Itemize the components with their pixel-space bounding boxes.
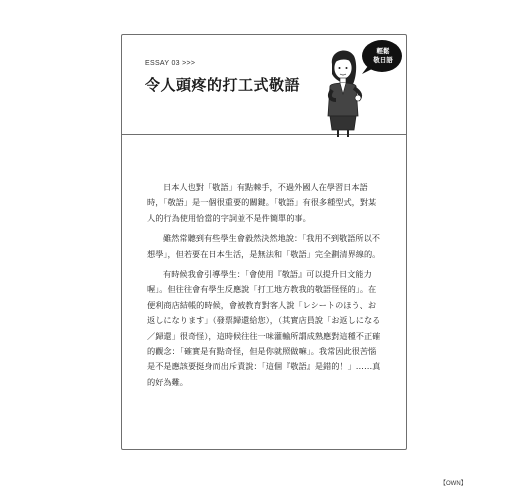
- speech-bubble-text: [367, 47, 399, 65]
- paragraph: 日本人也對「敬語」有點棘手，不過外國人在學習日本語時，「敬語」是一個很重要的關鍵。「敬語」有很多種型式，對某人的行為使用恰當的字詞並不是件簡單的事。: [147, 182, 377, 223]
- essay-body: [147, 180, 383, 395]
- bubble-line-1: 輕鬆: [376, 47, 390, 55]
- bubble-line-2: 敬日語: [373, 56, 393, 64]
- paragraph: 雖然常聽到有些學生會毅然決然地說：「我用不到敬語所以不想學」，但若要在日本生活，是無法和「敬語」完全劃清界線的。: [147, 233, 381, 259]
- paragraph: 有時候我會引導學生：「會使用『敬語』可以提升日文能力喔」。但往往會有學生反應說「打工地方教我的敬語怪怪的」。在便利商店結帳的時候，會被教育對客人說「レシートのほう、お返しになります」（發票歸還給您），（其實店員說「お返しになる／歸還」很奇怪），這時候往往一味灌輸所謂成熟應對這種不正確的觀念：「確實是有點奇怪，但是你就照做嘛」。我常因此很苦惱是不是應該要挺身而出斥責說：「這個『敬語』是錯的！」……真的好為難。: [147, 269, 381, 387]
- essay-label: ESSAY 03 >>>: [145, 60, 196, 67]
- page-title: 令人頭疼的打工式敬語: [145, 76, 301, 94]
- footer-label: 【OWN】: [440, 481, 467, 487]
